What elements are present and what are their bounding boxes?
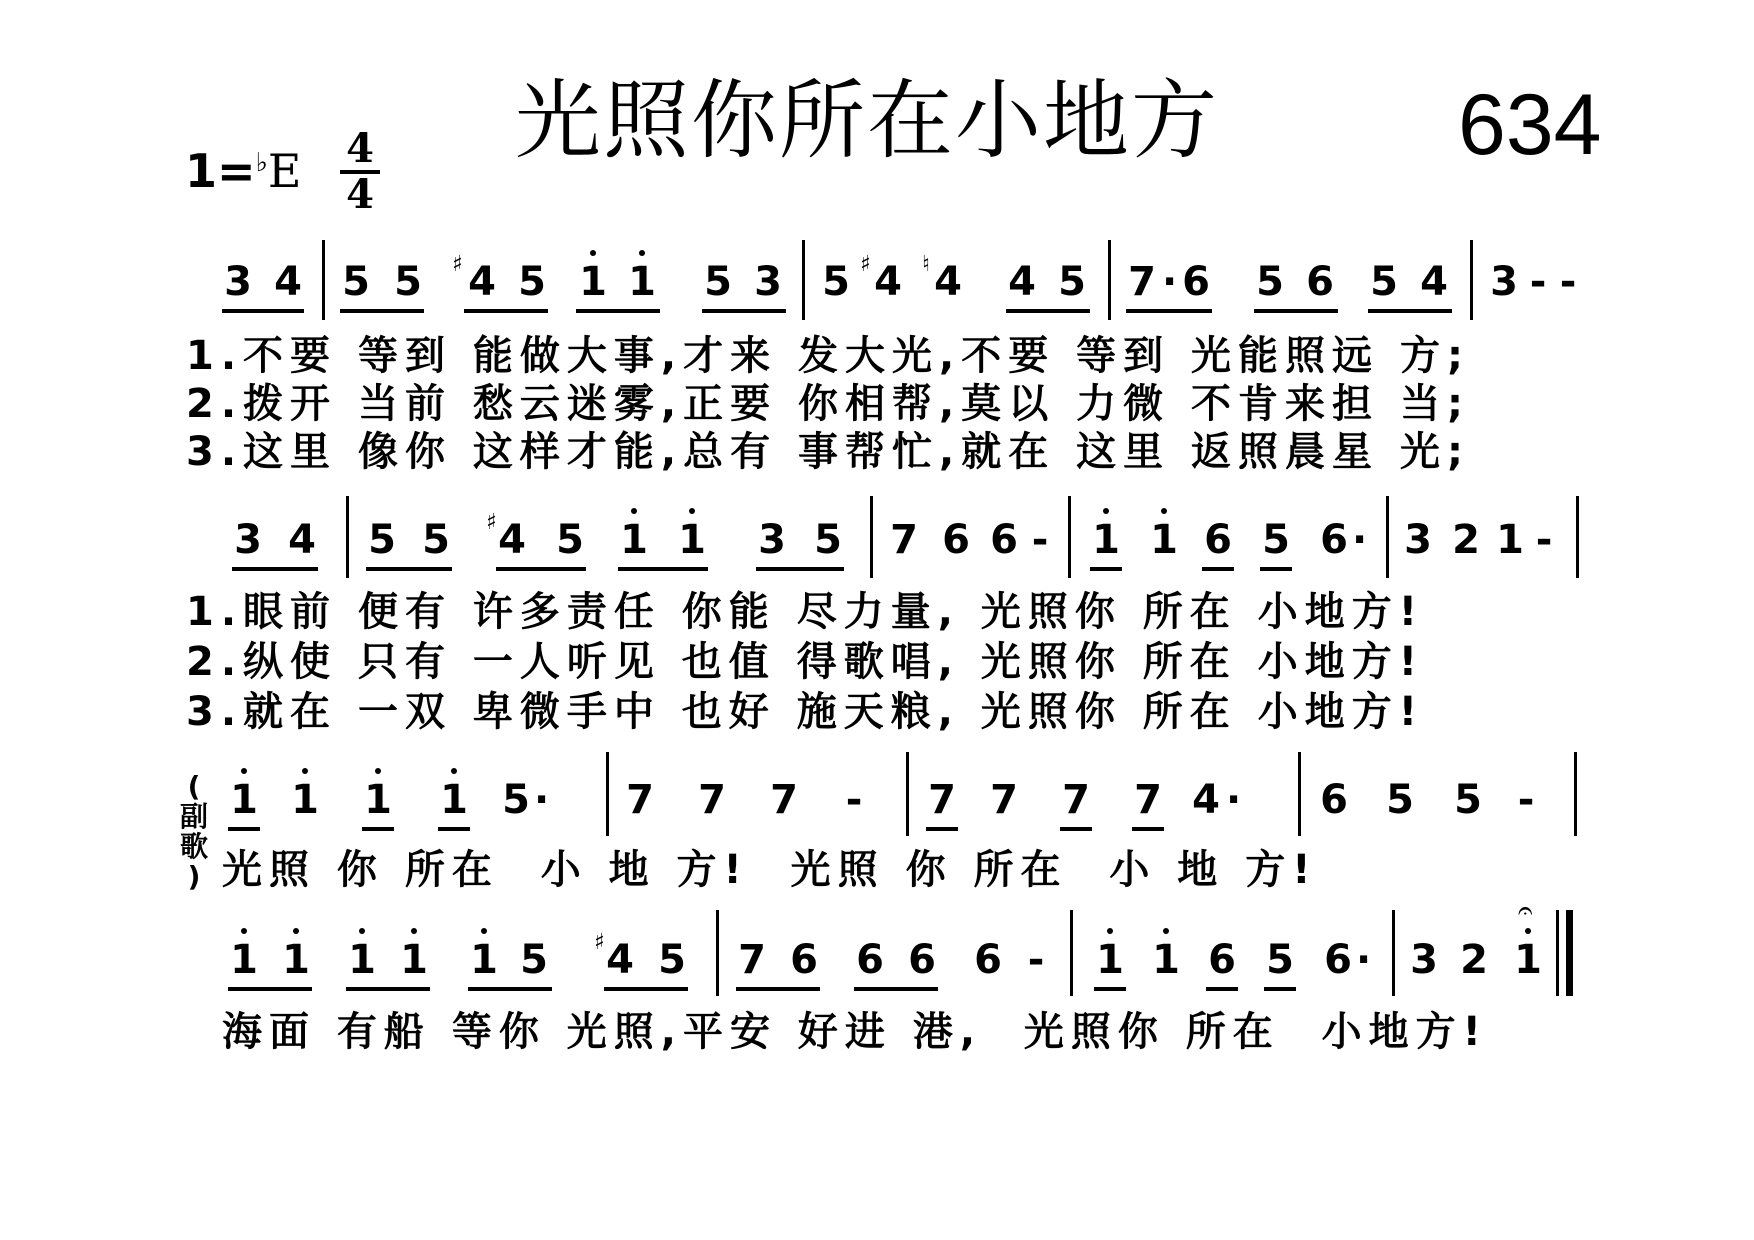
- note: 1: [230, 777, 258, 823]
- high-dot: [241, 928, 247, 934]
- barline: [716, 910, 719, 996]
- note: 4: [1420, 259, 1448, 305]
- note: 1: [400, 937, 428, 983]
- note: 1: [620, 517, 648, 563]
- high-dot: [1163, 928, 1169, 934]
- beam: [1094, 987, 1126, 991]
- beam: [362, 827, 394, 831]
- barline: [1576, 496, 1579, 578]
- dash: -: [1517, 777, 1535, 823]
- verse-3-line-a: 3.这里 像你 这样才能,总有 事帮忙,就在 这里 返照晨星 光;: [186, 429, 1470, 475]
- note: 1: [1152, 937, 1180, 983]
- chorus-line-a: 光照 你 所在 小 地 方! 光照 你 所在 小 地 方!: [222, 847, 1318, 893]
- beam: [340, 309, 424, 313]
- high-dot: [1525, 928, 1531, 934]
- beam: [1060, 827, 1092, 831]
- dash: -: [1027, 937, 1045, 983]
- note: 3: [234, 517, 262, 563]
- dot-mark: ·: [1226, 777, 1242, 823]
- dot-mark: ·: [1162, 259, 1178, 305]
- high-dot: [1107, 928, 1113, 934]
- beam: [1126, 309, 1212, 313]
- note: 5: [502, 777, 530, 823]
- barline: [1298, 752, 1301, 836]
- note: 7: [770, 777, 798, 823]
- note: 5: [1454, 777, 1482, 823]
- high-dot: [590, 250, 596, 256]
- time-bottom: 4: [346, 171, 374, 218]
- note: 3: [1404, 517, 1432, 563]
- barline: [1070, 910, 1073, 996]
- note: 7: [1134, 777, 1162, 823]
- final-barline-thin: [1556, 910, 1559, 996]
- note: 6: [1324, 937, 1352, 983]
- note: 1: [1092, 517, 1120, 563]
- high-dot: [451, 768, 457, 774]
- note: 6: [856, 937, 884, 983]
- beam: [346, 987, 430, 991]
- note: 5: [704, 259, 732, 305]
- verse-1-line-a: 1.不要 等到 能做大事,才来 发大光,不要 等到 光能照远 方;: [186, 333, 1470, 379]
- note: 7: [1128, 259, 1156, 305]
- barline: [870, 496, 873, 578]
- dot-mark: ·: [534, 777, 550, 823]
- final-barline-thick: [1566, 910, 1573, 996]
- note: 1: [678, 517, 706, 563]
- beam: [232, 567, 318, 571]
- refrain-label: [176, 772, 212, 892]
- beam: [1264, 987, 1296, 991]
- note: 3: [224, 259, 252, 305]
- note: 1: [348, 937, 376, 983]
- high-dot: [302, 768, 308, 774]
- dash: -: [1535, 517, 1553, 563]
- note: 1: [579, 259, 607, 305]
- note: 1: [1150, 517, 1178, 563]
- beam: [926, 827, 958, 831]
- beam: [618, 567, 708, 571]
- beam: [604, 987, 688, 991]
- note: 4: [606, 937, 634, 983]
- hymn-number: 634: [1458, 77, 1602, 173]
- note: 6: [790, 937, 818, 983]
- note: 5: [822, 259, 850, 305]
- note: 6: [974, 937, 1002, 983]
- note: 5: [1262, 517, 1290, 563]
- note: 6: [1182, 259, 1210, 305]
- beam: [496, 567, 586, 571]
- note: 1: [440, 777, 468, 823]
- barline: [1574, 752, 1577, 836]
- note: 7: [928, 777, 956, 823]
- note: 5: [368, 517, 396, 563]
- barline: [1392, 910, 1395, 996]
- note: 1: [230, 937, 258, 983]
- note: 5: [1386, 777, 1414, 823]
- beam: [1202, 567, 1234, 571]
- refrain-char-1: 副: [179, 800, 208, 833]
- note: 5: [1058, 259, 1086, 305]
- note: 6: [1306, 259, 1334, 305]
- dash: -: [1031, 517, 1049, 563]
- note: 6: [1204, 517, 1232, 563]
- note: 5: [342, 259, 370, 305]
- note: 3: [758, 517, 786, 563]
- note: 4: [274, 259, 302, 305]
- chorus-line-b: 海面 有船 等你 光照,平安 好进 港, 光照你 所在 小地方!: [222, 1009, 1488, 1055]
- note: 5: [658, 937, 686, 983]
- note: 1: [1514, 937, 1542, 983]
- high-dot: [631, 508, 637, 514]
- high-dot: [639, 250, 645, 256]
- note: 1: [291, 777, 319, 823]
- note: 1: [470, 937, 498, 983]
- natural-sign: ♮: [922, 252, 930, 277]
- high-dot: [481, 928, 487, 934]
- dash: -: [1529, 259, 1547, 305]
- note: 2: [1460, 937, 1488, 983]
- barline: [1470, 240, 1473, 320]
- verse-2-line-b: 2.纵使 只有 一人听见 也值 得歌唱, 光照你 所在 小地方!: [186, 639, 1424, 685]
- note: 6: [942, 517, 970, 563]
- note: 2: [1452, 517, 1480, 563]
- note: 5: [520, 937, 548, 983]
- note: 5: [1256, 259, 1284, 305]
- note: 5: [556, 517, 584, 563]
- note: 4: [934, 259, 962, 305]
- beam: [464, 309, 548, 313]
- note: 7: [990, 777, 1018, 823]
- verse-1-line-b: 1.眼前 便有 许多责任 你能 尽力量, 光照你 所在 小地方!: [186, 589, 1424, 635]
- barline: [346, 496, 349, 578]
- note: 5: [1266, 937, 1294, 983]
- beam: [1090, 567, 1122, 571]
- barline: [906, 752, 909, 836]
- note: 1: [628, 259, 656, 305]
- barline: [802, 240, 805, 320]
- note: 7: [890, 517, 918, 563]
- high-dot: [241, 768, 247, 774]
- beam: [228, 987, 312, 991]
- note: 4: [1192, 777, 1220, 823]
- key-equals: =: [217, 144, 256, 198]
- beam: [1254, 309, 1338, 313]
- note: 7: [1062, 777, 1090, 823]
- high-dot: [359, 928, 365, 934]
- refrain-paren-close: ): [187, 860, 201, 893]
- beam: [228, 827, 260, 831]
- barline: [1386, 496, 1389, 578]
- key-tonic: 1: [185, 144, 218, 198]
- barline: [1108, 240, 1111, 320]
- sharp-sign: ♯: [486, 510, 497, 535]
- barline: [322, 240, 325, 320]
- note: 5: [394, 259, 422, 305]
- note: 1: [1096, 937, 1124, 983]
- fermata-icon: 𝄐: [1518, 896, 1533, 926]
- note: 3: [1490, 259, 1518, 305]
- note: 6: [1320, 777, 1348, 823]
- note: 6: [1208, 937, 1236, 983]
- note: 3: [1410, 937, 1438, 983]
- beam: [1206, 987, 1238, 991]
- note: 5: [1370, 259, 1398, 305]
- note: 6: [1320, 517, 1348, 563]
- sharp-sign: ♯: [452, 252, 463, 277]
- note: 1: [1496, 517, 1524, 563]
- note: 4: [874, 259, 902, 305]
- note: 4: [1008, 259, 1036, 305]
- sharp-sign: ♯: [860, 252, 871, 277]
- note: 4: [468, 259, 496, 305]
- note: 5: [422, 517, 450, 563]
- time-top: 4: [346, 125, 374, 172]
- beam: [702, 309, 786, 313]
- beam: [1368, 309, 1452, 313]
- beam: [438, 827, 470, 831]
- note: 4: [288, 517, 316, 563]
- high-dot: [375, 768, 381, 774]
- dot-mark: ·: [1352, 517, 1368, 563]
- key-letter: E: [267, 144, 302, 198]
- note: 4: [498, 517, 526, 563]
- note: 3: [754, 259, 782, 305]
- beam: [468, 987, 552, 991]
- sharp-sign: ♯: [594, 930, 605, 955]
- refrain-char-2: 歌: [179, 830, 208, 863]
- time-signature: [340, 125, 380, 218]
- high-dot: [411, 928, 417, 934]
- beam: [1260, 567, 1292, 571]
- note: 1: [282, 937, 310, 983]
- dash: -: [845, 777, 863, 823]
- beam: [854, 987, 938, 991]
- high-dot: [689, 508, 695, 514]
- barline: [606, 752, 609, 836]
- high-dot: [1161, 508, 1167, 514]
- barline: [1068, 496, 1071, 578]
- song-title: 光照你所在小地方: [515, 71, 1219, 171]
- note: 6: [908, 937, 936, 983]
- note: 7: [626, 777, 654, 823]
- beam: [756, 567, 844, 571]
- refrain-paren-open: (: [187, 770, 201, 803]
- note: 5: [518, 259, 546, 305]
- high-dot: [1103, 508, 1109, 514]
- dash: -: [1559, 259, 1577, 305]
- key-signature: [185, 144, 302, 198]
- dot-mark: ·: [1356, 937, 1372, 983]
- beam: [1132, 827, 1164, 831]
- beam: [576, 309, 660, 313]
- note: 1: [364, 777, 392, 823]
- note: 7: [738, 937, 766, 983]
- high-dot: [293, 928, 299, 934]
- note: 7: [698, 777, 726, 823]
- note: 6: [990, 517, 1018, 563]
- beam: [222, 309, 304, 313]
- beam: [366, 567, 452, 571]
- beam: [736, 987, 820, 991]
- beam: [1006, 309, 1090, 313]
- verse-3-line-b: 3.就在 一双 卑微手中 也好 施天粮, 光照你 所在 小地方!: [186, 689, 1424, 735]
- note: 5: [814, 517, 842, 563]
- flat-sign: ♭: [255, 148, 268, 178]
- verse-2-line-a: 2.拨开 当前 愁云迷雾,正要 你相帮,莫以 力微 不肯来担 当;: [186, 381, 1470, 427]
